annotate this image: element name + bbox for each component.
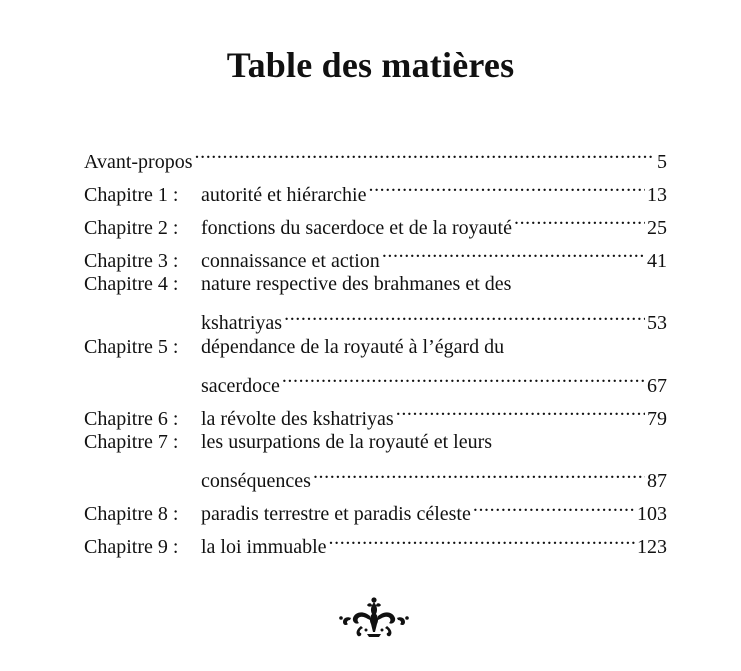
toc-entry-chapitre-6[interactable] (84, 395, 667, 430)
dot-leader (368, 171, 645, 201)
chapter-title-line-1: les usurpations de la royauté et leurs (201, 431, 493, 453)
toc-entry-avant-propos[interactable] (84, 138, 667, 173)
toc-page-number: 103 (637, 503, 667, 525)
dot-leader (284, 300, 645, 330)
chapter-prefix: Chapitre 2 : (84, 216, 179, 239)
chapter-prefix: Chapitre 1 : (84, 183, 179, 206)
dot-leader (282, 362, 645, 392)
toc-page-number: 25 (647, 216, 667, 239)
toc-entry-chapitre-4[interactable] (84, 270, 667, 334)
chapter-title: autorité et hiérarchie (201, 183, 367, 206)
toc-page-number: 123 (637, 536, 667, 558)
chapter-prefix: Chapitre 9 : (84, 536, 179, 558)
toc-page-number: 67 (647, 374, 667, 397)
chapter-prefix: Chapitre 4 : (84, 273, 179, 295)
chapter-title-line-1: dépendance de la royauté à l’égard du (201, 335, 505, 358)
chapter-title-line-1: nature respective des brahmanes et des (201, 273, 512, 295)
toc-page-number: 87 (647, 470, 667, 492)
toc-page-number: 79 (647, 407, 667, 430)
toc-entry-label: Avant-propos (84, 150, 193, 173)
dot-leader (313, 458, 645, 488)
toc-page-number: 53 (647, 312, 667, 334)
toc-entry-chapitre-7[interactable] (84, 428, 667, 492)
chapter-title: fonctions du sacerdoce et de la royauté (201, 216, 512, 239)
dot-leader (195, 138, 656, 168)
dot-leader (396, 395, 645, 425)
table-of-contents (84, 138, 667, 557)
chapter-prefix: Chapitre 6 : (84, 407, 179, 430)
chapter-title-line-2: kshatriyas (201, 312, 283, 334)
chapter-title: la loi immuable (201, 536, 327, 558)
chapter-title: la révolte des kshatriyas (201, 407, 394, 430)
dot-leader (473, 491, 635, 521)
dot-leader (382, 237, 645, 267)
toc-page-number: 13 (647, 183, 667, 206)
chapter-title: paradis terrestre et paradis céleste (201, 503, 471, 525)
chapter-prefix: Chapitre 7 : (84, 431, 179, 453)
page-title: Table des matières (226, 45, 515, 85)
chapter-title: connaissance et action (201, 249, 380, 272)
dot-leader (514, 204, 645, 234)
toc-page-number: 5 (657, 150, 667, 173)
chapter-title-line-2: sacerdoce (201, 374, 280, 397)
toc-entry-chapitre-5[interactable] (84, 333, 667, 397)
fleuron-ornament-icon (337, 596, 411, 640)
chapter-prefix: Chapitre 3 : (84, 249, 179, 272)
chapter-prefix: Chapitre 8 : (84, 503, 179, 525)
toc-page-number: 41 (647, 249, 667, 272)
chapter-prefix: Chapitre 5 : (84, 335, 179, 358)
toc-entry-chapitre-8[interactable] (84, 491, 667, 525)
chapter-title-line-2: conséquences (201, 470, 311, 492)
dot-leader (329, 524, 635, 554)
